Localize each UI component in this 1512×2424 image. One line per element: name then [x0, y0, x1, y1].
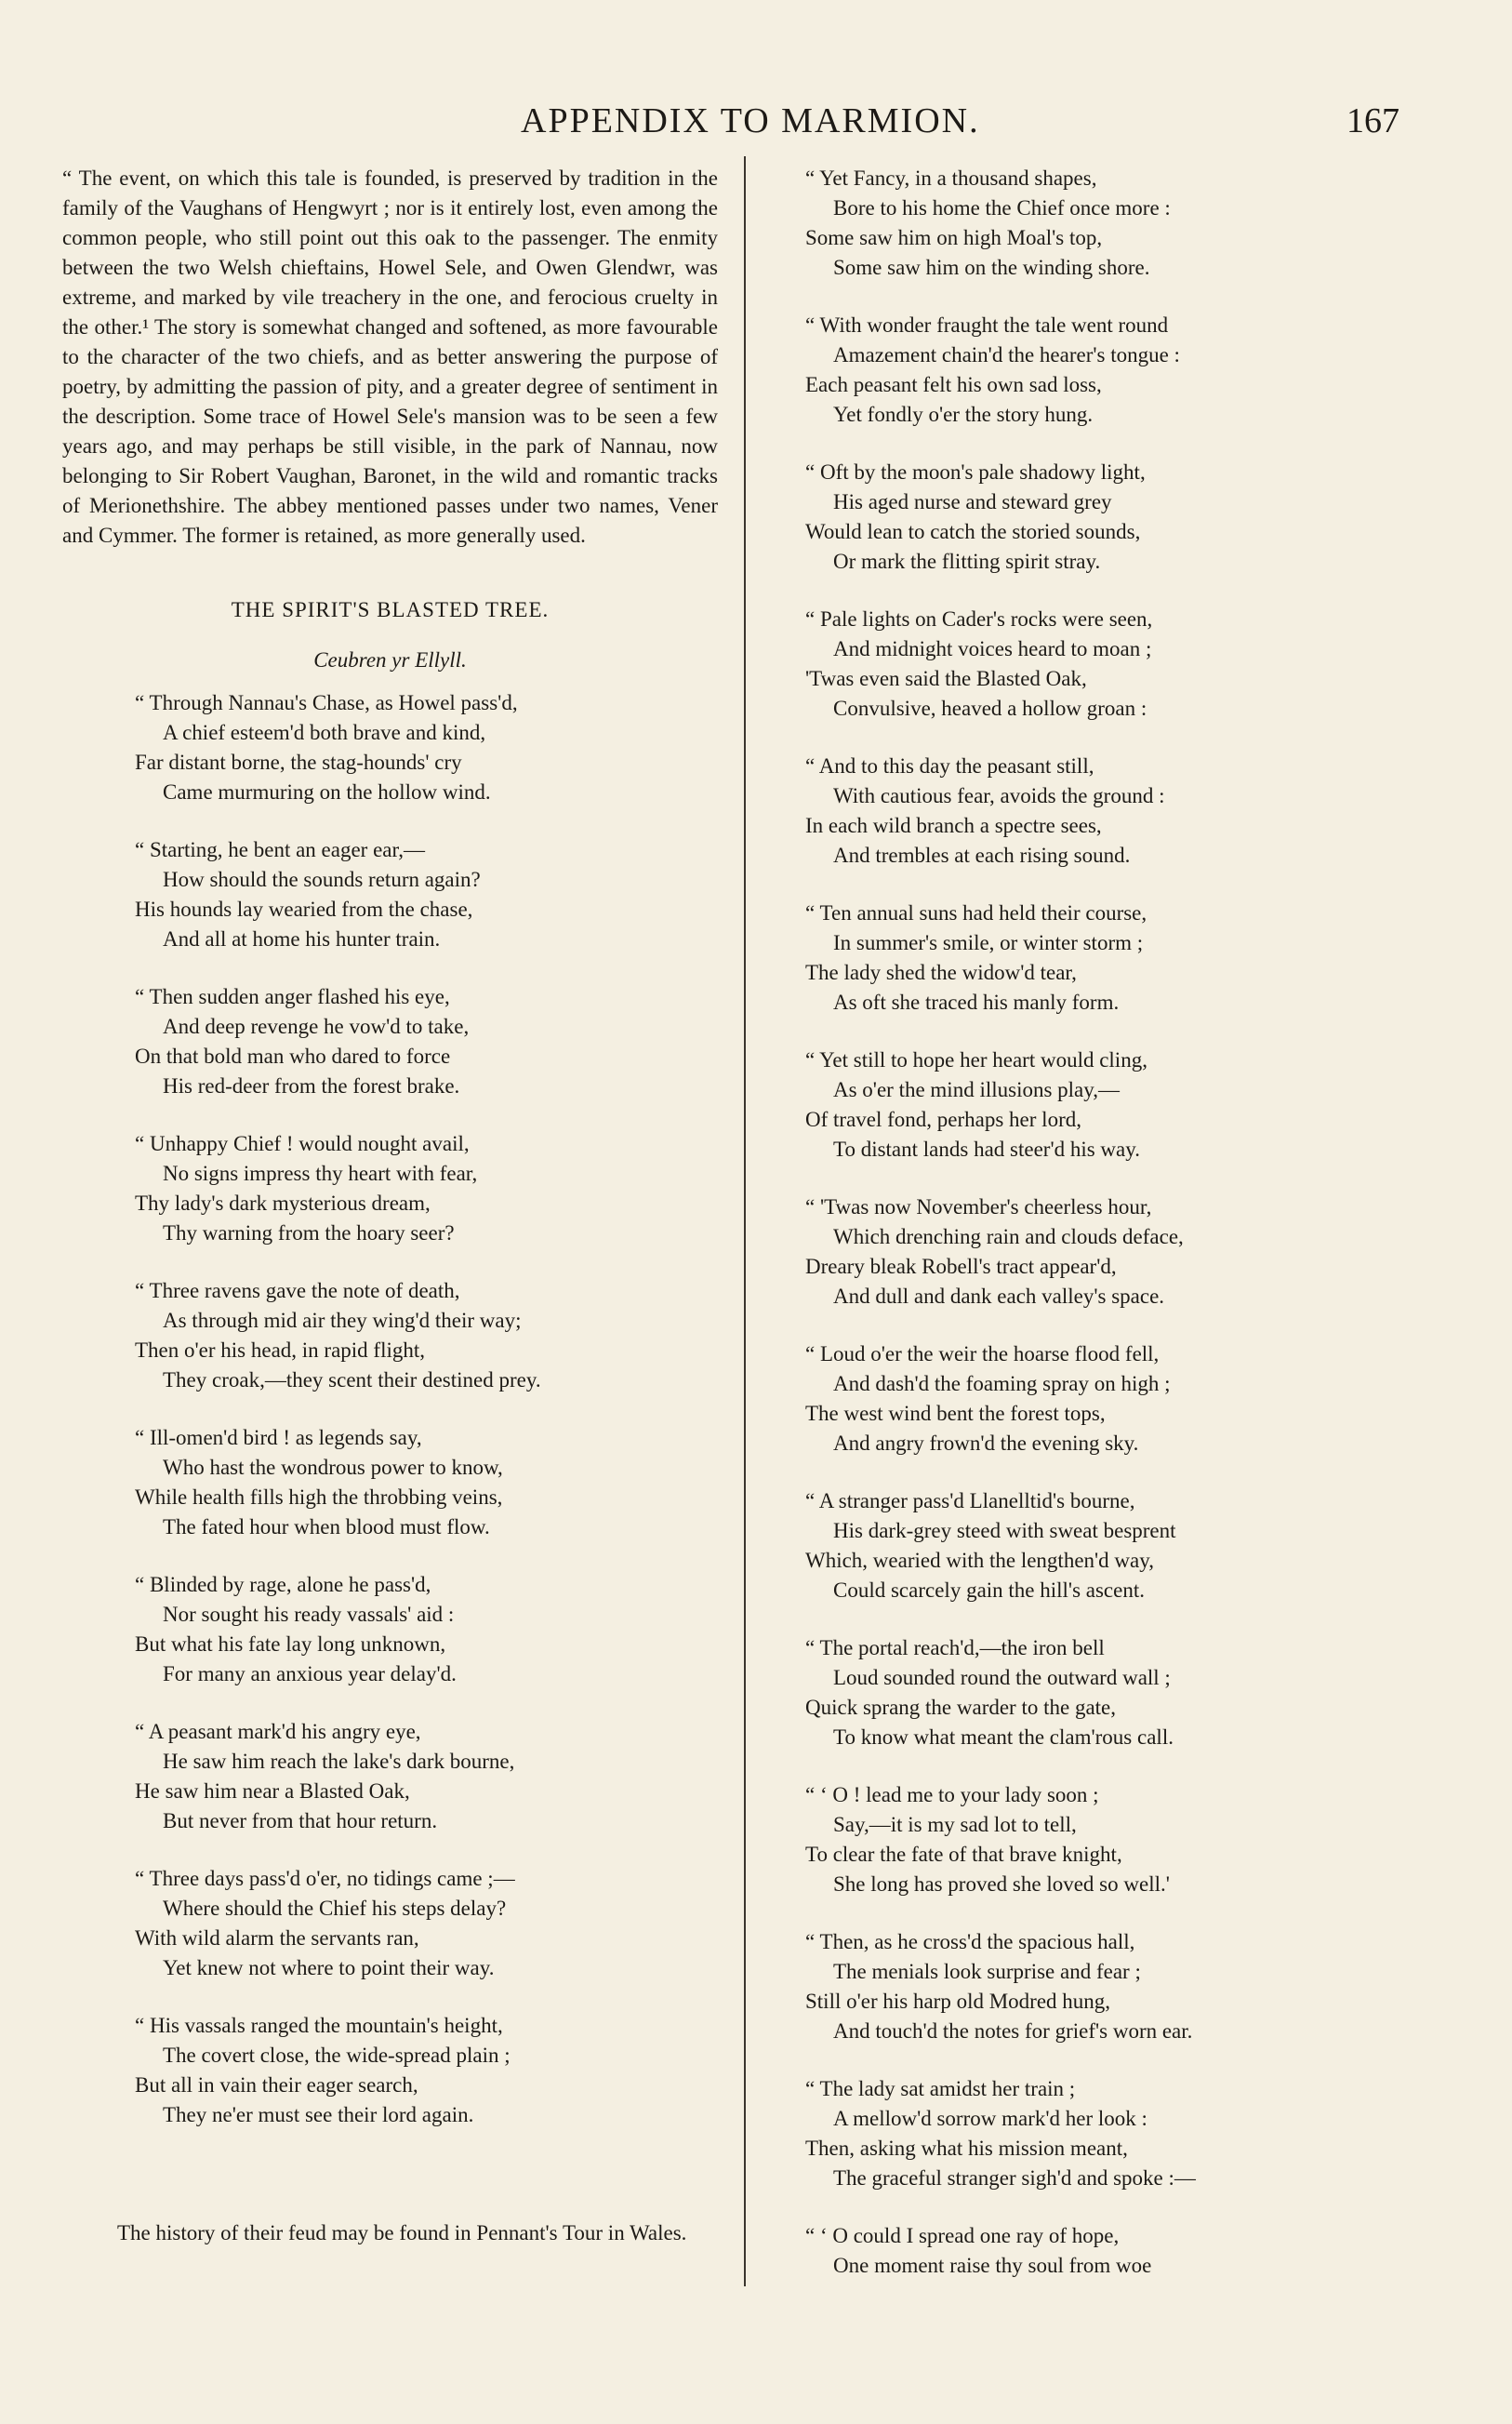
- verse-line: Thy lady's dark mysterious dream,: [135, 1192, 431, 1215]
- verse-line: Came murmuring on the hollow wind.: [163, 780, 491, 804]
- verse-line: “ Ill-omen'd bird ! as legends say,: [135, 1426, 422, 1449]
- verse-line: Bore to his home the Chief once more :: [833, 196, 1171, 220]
- verse-line: Then, asking what his mission meant,: [805, 2137, 1128, 2160]
- right-column: [802, 164, 1304, 2309]
- stanza: [802, 1046, 1304, 1165]
- verse-line: And deep revenge he vow'd to take,: [163, 1015, 470, 1038]
- verse-line: “ Three ravens gave the note of death,: [135, 1279, 460, 1302]
- stanza: [62, 1570, 718, 1689]
- right-stanzas: [802, 164, 1304, 2281]
- verse-line: Would lean to catch the storied sounds,: [805, 520, 1141, 543]
- stanza: [62, 982, 718, 1101]
- verse-line: A mellow'd sorrow mark'd her look :: [833, 2107, 1147, 2130]
- verse-line: His red-deer from the forest brake.: [163, 1074, 460, 1098]
- verse-line: On that bold man who dared to force: [135, 1045, 451, 1068]
- verse-line: In summer's smile, or winter storm ;: [833, 931, 1144, 954]
- verse-line: “ Oft by the moon's pale shadowy light,: [805, 460, 1146, 484]
- verse-line: And dash'd the foaming spray on high ;: [833, 1372, 1171, 1395]
- verse-line: “ Then sudden anger flashed his eye,: [135, 985, 450, 1008]
- stanza: [62, 835, 718, 954]
- verse-line: The graceful stranger sigh'd and spoke :—: [833, 2166, 1196, 2190]
- verse-line: But never from that hour return.: [163, 1809, 438, 1832]
- verse-line: Far distant borne, the stag-hounds' cry: [135, 751, 462, 774]
- verse-line: To know what meant the clam'rous call.: [833, 1725, 1174, 1749]
- verse-line: “ Loud o'er the weir the hoarse flood fell,: [805, 1342, 1160, 1365]
- verse-line: With cautious fear, avoids the ground :: [833, 784, 1165, 807]
- verse-line: “ Unhappy Chief ! would nought avail,: [135, 1132, 470, 1155]
- stanza: [802, 752, 1304, 871]
- stanza: [62, 1129, 718, 1248]
- stanza: [62, 1717, 718, 1836]
- stanza: [802, 1486, 1304, 1605]
- verse-line: How should the sounds return again?: [163, 868, 481, 891]
- verse-line: He saw him reach the lake's dark bourne,: [163, 1750, 515, 1773]
- verse-line: Of travel fond, perhaps her lord,: [805, 1108, 1081, 1131]
- verse-line: Convulsive, heaved a hollow groan :: [833, 697, 1147, 720]
- verse-line: The covert close, the wide-spread plain ;: [163, 2044, 511, 2067]
- verse-line: With wild alarm the servants ran,: [135, 1926, 419, 1950]
- verse-line: The lady shed the widow'd tear,: [805, 961, 1077, 984]
- poem-subtitle: Ceubren yr Ellyll.: [313, 648, 467, 672]
- verse-line: “ 'Twas now November's cheerless hour,: [805, 1195, 1152, 1219]
- page-header: [0, 100, 1512, 147]
- verse-line: And trembles at each rising sound.: [833, 844, 1131, 867]
- verse-line: They croak,—they scent their destined prey.: [163, 1368, 541, 1392]
- verse-line: “ Starting, he bent an eager ear,—: [135, 838, 425, 861]
- stanza: [802, 2221, 1304, 2281]
- verse-line: Say,—it is my sad lot to tell,: [833, 1813, 1077, 1836]
- verse-line: And midnight voices heard to moan ;: [833, 637, 1152, 660]
- verse-line: They ne'er must see their lord again.: [163, 2103, 474, 2126]
- verse-line: Then o'er his head, in rapid flight,: [135, 1339, 426, 1362]
- footnote-text: The history of their feud may be found in Pennant's Tour in Wales.: [117, 2221, 687, 2244]
- intro-paragraph: [62, 164, 718, 551]
- verse-line: Some saw him on the winding shore.: [833, 256, 1150, 279]
- verse-line: A chief esteem'd both brave and kind,: [163, 721, 486, 744]
- stanza: [802, 1339, 1304, 1458]
- verse-line: His aged nurse and steward grey: [833, 490, 1112, 513]
- verse-line: She long has proved she loved so well.': [833, 1872, 1170, 1896]
- intro-text: “ The event, on which this tale is founded, is preserved by tradition in the family of the Vaughans of Hengwyrt ; nor is it entirely lost, even among the common people, who still point out this oak to the passenger. The enmity between the two Welsh chieftains, Howel Sele, and Owen Glendwr, was extreme, and marked by vile treachery in the one, and ferocious cruelty in the other.¹ The story is somewhat changed and softened, as more favourable to the character of the two chiefs, and as better answering the purpose of poetry, by admitting the passion of pity, and a greater degree of sentiment in the description. Some trace of Howel Sele's mansion was to be seen a few years ago, and may perhaps be still visible, in the park of Nannau, now belonging to Sir Robert Vaughan, Baronet, in the wild and romantic tracks of Merionethshire. The abbey mentioned passes under two names, Vener and Cymmer. The former is retained, as more generally used.: [62, 166, 718, 547]
- verse-line: “ Yet still to hope her heart would cling,: [805, 1048, 1147, 1072]
- verse-line: As o'er the mind illusions play,—: [833, 1078, 1121, 1101]
- verse-line: “ With wonder fraught the tale went round: [805, 313, 1169, 337]
- verse-line: But all in vain their eager search,: [135, 2073, 418, 2097]
- verse-line: The fated hour when blood must flow.: [163, 1515, 490, 1538]
- verse-line: Each peasant felt his own sad loss,: [805, 373, 1102, 396]
- verse-line: “ The portal reach'd,—the iron bell: [805, 1636, 1105, 1659]
- verse-line: “ Ten annual suns had held their course,: [805, 901, 1147, 925]
- verse-line: Which, wearied with the lengthen'd way,: [805, 1549, 1154, 1572]
- verse-line: Who hast the wondrous power to know,: [163, 1456, 503, 1479]
- stanza: [802, 899, 1304, 1018]
- verse-line: To distant lands had steer'd his way.: [833, 1138, 1141, 1161]
- stanza: [62, 688, 718, 807]
- stanza: [802, 1192, 1304, 1312]
- verse-line: His hounds lay wearied from the chase,: [135, 898, 473, 921]
- poem-title: THE SPIRIT'S BLASTED TREE.: [231, 598, 550, 621]
- stanza: [62, 1423, 718, 1542]
- stanza: [802, 1633, 1304, 1752]
- page-number: 167: [1346, 101, 1399, 140]
- verse-line: No signs impress thy heart with fear,: [163, 1162, 478, 1185]
- verse-line: To clear the fate of that brave knight,: [805, 1843, 1122, 1866]
- stanza: [62, 2011, 718, 2130]
- verse-line: But what his fate lay long unknown,: [135, 1632, 446, 1656]
- verse-line: “ Pale lights on Cader's rocks were seen,: [805, 607, 1153, 631]
- left-stanzas: [62, 688, 718, 2130]
- verse-line: In each wild branch a spectre sees,: [805, 814, 1102, 837]
- verse-line: And angry frown'd the evening sky.: [833, 1432, 1139, 1455]
- verse-line: “ A peasant mark'd his angry eye,: [135, 1720, 421, 1743]
- stanza: [802, 1780, 1304, 1899]
- verse-line: While health fills high the throbbing veins,: [135, 1485, 503, 1509]
- stanza: [802, 311, 1304, 430]
- verse-line: Still o'er his harp old Modred hung,: [805, 1990, 1111, 2013]
- verse-line: Yet fondly o'er the story hung.: [833, 403, 1094, 426]
- left-column: [62, 164, 718, 2158]
- verse-line: As oft she traced his manly form.: [833, 991, 1120, 1014]
- verse-line: “ Then, as he cross'd the spacious hall,: [805, 1930, 1135, 1953]
- stanza: [802, 605, 1304, 724]
- verse-line: “ ‘ O could I spread one ray of hope,: [805, 2224, 1120, 2247]
- verse-line: Could scarcely gain the hill's ascent.: [833, 1578, 1145, 1602]
- verse-line: Or mark the flitting spirit stray.: [833, 550, 1101, 573]
- verse-line: “ Yet Fancy, in a thousand shapes,: [805, 166, 1097, 190]
- verse-line: “ Three days pass'd o'er, no tidings came ;—: [135, 1867, 515, 1890]
- verse-line: 'Twas even said the Blasted Oak,: [805, 667, 1087, 690]
- verse-line: His dark-grey steed with sweat besprent: [833, 1519, 1176, 1542]
- verse-line: Quick sprang the warder to the gate,: [805, 1696, 1117, 1719]
- verse-line: He saw him near a Blasted Oak,: [135, 1779, 410, 1803]
- stanza: [802, 164, 1304, 283]
- verse-line: Amazement chain'd the hearer's tongue :: [833, 343, 1180, 366]
- verse-line: The west wind bent the forest tops,: [805, 1402, 1106, 1425]
- verse-line: “ Through Nannau's Chase, as Howel pass'd,: [135, 691, 518, 714]
- verse-line: And all at home his hunter train.: [163, 927, 441, 951]
- verse-line: “ A stranger pass'd Llanelltid's bourne,: [805, 1489, 1135, 1512]
- verse-line: “ The lady sat amidst her train ;: [805, 2077, 1076, 2100]
- verse-line: “ Blinded by rage, alone he pass'd,: [135, 1573, 431, 1596]
- verse-line: Loud sounded round the outward wall ;: [833, 1666, 1171, 1689]
- verse-line: And dull and dank each valley's space.: [833, 1285, 1165, 1308]
- column-divider: [744, 156, 746, 2286]
- verse-line: Thy warning from the hoary seer?: [163, 1221, 455, 1245]
- verse-line: “ His vassals ranged the mountain's height,: [135, 2014, 503, 2037]
- verse-line: “ And to this day the peasant still,: [805, 754, 1094, 778]
- verse-line: Which drenching rain and clouds deface,: [833, 1225, 1184, 1248]
- running-title: APPENDIX TO MARMION.: [521, 101, 980, 140]
- stanza: [802, 1927, 1304, 2046]
- verse-line: As through mid air they wing'd their way;: [163, 1309, 522, 1332]
- verse-line: For many an anxious year delay'd.: [163, 1662, 457, 1685]
- verse-line: Nor sought his ready vassals' aid :: [163, 1603, 455, 1626]
- verse-line: Yet knew not where to point their way.: [163, 1956, 495, 1979]
- footnote: [84, 2218, 739, 2248]
- stanza: [802, 2074, 1304, 2193]
- verse-line: “ ‘ O ! lead me to your lady soon ;: [805, 1783, 1099, 1806]
- verse-line: One moment raise thy soul from woe: [833, 2254, 1152, 2277]
- verse-line: Dreary bleak Robell's tract appear'd,: [805, 1255, 1117, 1278]
- verse-line: Some saw him on high Moal's top,: [805, 226, 1103, 249]
- verse-line: And touch'd the notes for grief's worn ear.: [833, 2019, 1193, 2043]
- verse-line: Where should the Chief his steps delay?: [163, 1897, 507, 1920]
- verse-line: The menials look surprise and fear ;: [833, 1960, 1141, 1983]
- stanza: [62, 1864, 718, 1983]
- stanza: [62, 1276, 718, 1395]
- stanza: [802, 458, 1304, 577]
